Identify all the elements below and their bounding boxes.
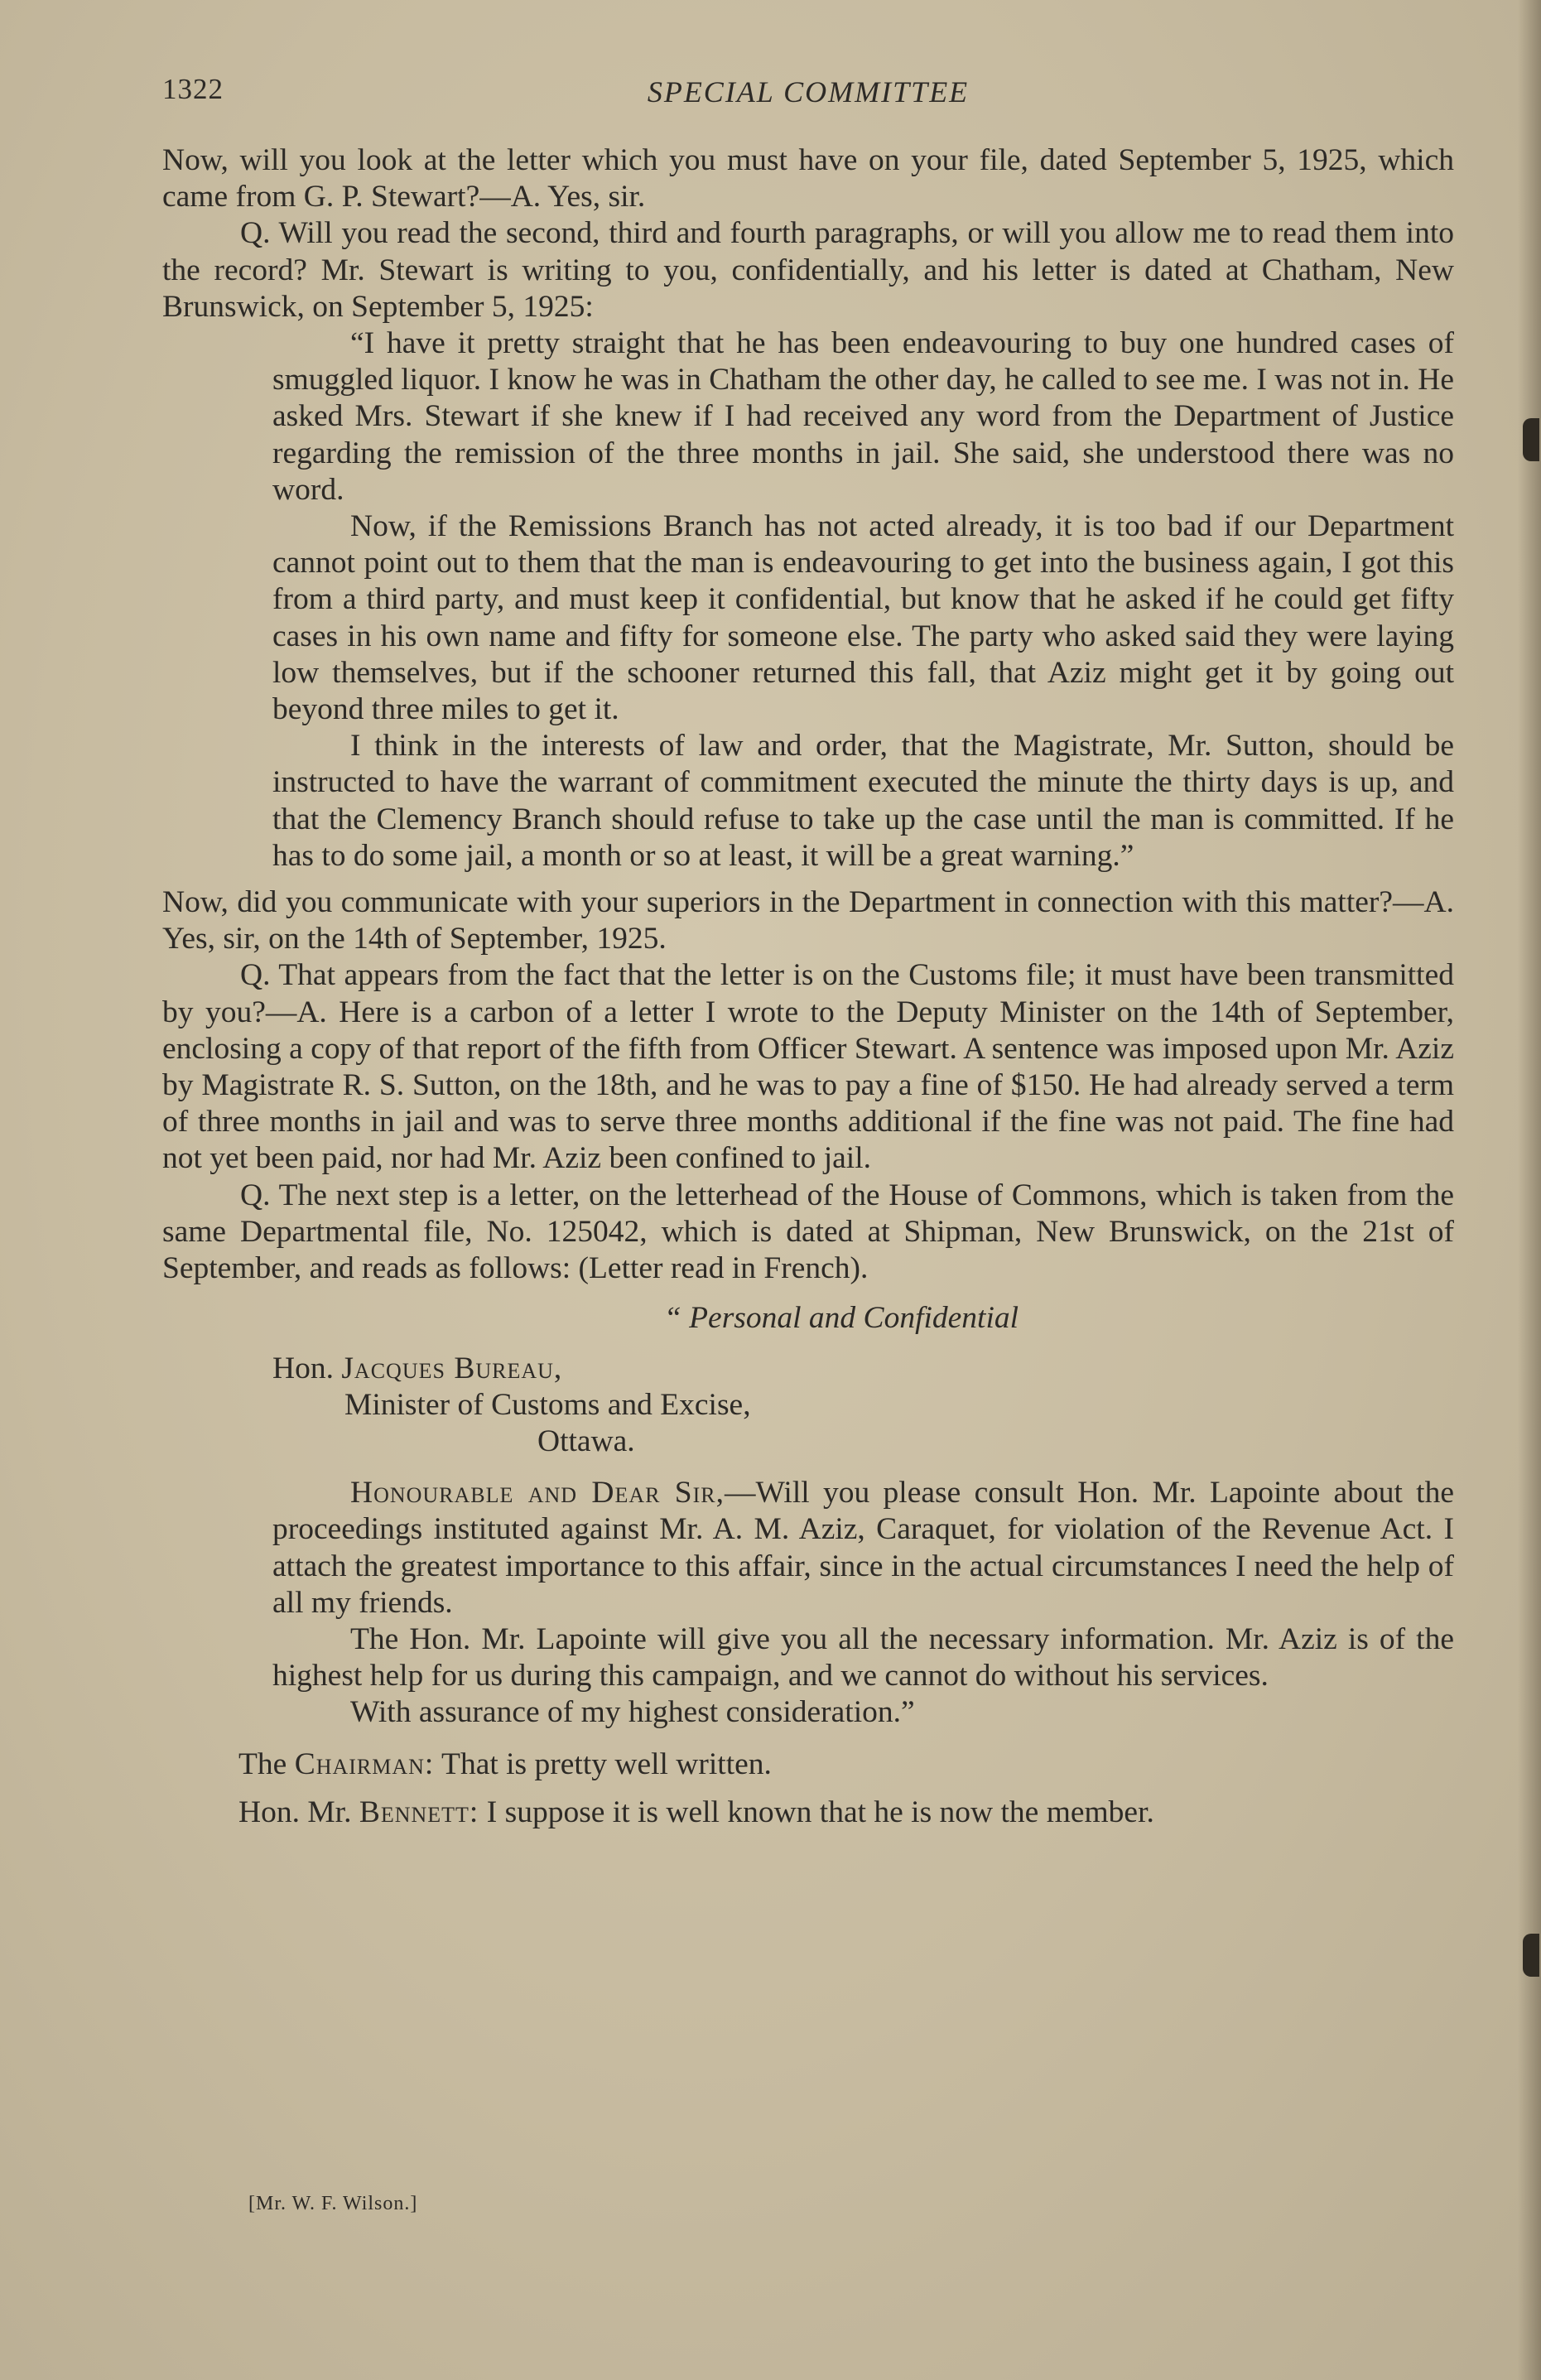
paragraph: Q. Will you read the second, third and fourth paragraphs, or will you allow me to read them into the record? Mr. Stewart is writing to you, confidentially, and his letter is dated at Chatham, New Brunswick, on September 5, 1925: — [162, 216, 1454, 324]
letter-addressee — [272, 1351, 1454, 1387]
binding-clip-mark — [1523, 1934, 1539, 1977]
addressee-title: Hon. — [272, 1351, 334, 1385]
running-title: SPECIAL COMMITTEE — [647, 75, 970, 108]
page-number: 1322 — [162, 73, 224, 105]
binding-clip-mark — [1523, 418, 1539, 461]
witness-footnote: [Mr. W. F. Wilson.] — [248, 2193, 418, 2214]
speaker-name: Bennett: — [359, 1795, 479, 1829]
speaker-line — [238, 1746, 1454, 1783]
speaker-line — [238, 1795, 1454, 1831]
speaker-text: That is pretty well written. — [441, 1746, 772, 1781]
letter-paragraph: The Hon. Mr. Lapointe will give you all the necessary information. Mr. Aziz is of the highest help for us during this campaign, and we cannot do without his services. — [272, 1621, 1454, 1693]
body-text — [162, 142, 1454, 1831]
speaker-prefix: Hon. Mr. — [238, 1795, 352, 1829]
addressee-name: Jacques Bureau, — [341, 1351, 563, 1385]
paragraph: Q. That appears from the fact that the letter is on the Customs file; it must have been transmitted by you?—A. Here is a carbon of a letter I wrote to the Deputy Minister on the 14th of September, enclosing a copy of that report of the fifth from Officer Stewart. A sentence was imposed upon Mr. Aziz by Magistrate R. S. Sutton, on the 18th, and he was to pay a fine of $150. He had already served a term of three months in jail and was to serve three months additional if the fine was not paid. The fine had not yet been paid, nor had Mr. Aziz been confined to jail. — [162, 958, 1454, 1176]
letter-text: —Will you please consult Hon. Mr. Lapointe about the proceedings instituted against Mr. A. M. Aziz, Caraquet, for violation of the Revenue Act. I attach the greatest importance to this affair, since in the actual circumstances I need the help of all my friends. — [272, 1476, 1454, 1620]
paragraph: Now, did you communicate with your superiors in the Department in connection with this matter?—A. Yes, sir, on the 14th of September, 1925. — [162, 885, 1454, 956]
salutation: Honourable and Dear Sir, — [350, 1476, 725, 1510]
letter-heading: “ Personal and Confidential — [663, 1301, 1019, 1336]
speaker-prefix: The — [238, 1746, 287, 1781]
quoted-paragraph: I think in the interests of law and order, that the Magistrate, Mr. Sutton, should be instructed to have the warrant of commitment executed the minute the thirty days is up, and that the Clemency Branch should refuse to take up the case until the man is committed. If he has to do some jail, a month or so at least, it will be a great warning.” — [272, 729, 1454, 873]
page-edge-shadow — [1518, 0, 1541, 2380]
letter-closing: With assurance of my highest consideration.” — [350, 1695, 915, 1730]
paragraph: Now, will you look at the letter which you must have on your file, dated September 5, 1925, which came from G. P. Stewart?—A. Yes, sir. — [162, 143, 1454, 214]
speaker-name: Chairman: — [294, 1746, 435, 1781]
quoted-paragraph: “I have it pretty straight that he has been endeavouring to buy one hundred cases of smuggled liquor. I know he was in Chatham the other day, he called to see me. I was not in. He asked Mrs. Stewart if she knew if I had received any word from the Department of Justice regarding the remission of the three months in jail. She said, she understood there was no word. — [272, 326, 1454, 507]
letter-paragraph — [272, 1475, 1454, 1621]
addressee-city: Ottawa. — [537, 1424, 635, 1458]
running-head — [162, 73, 1454, 114]
addressee-office: Minister of Customs and Excise, — [344, 1387, 751, 1422]
paragraph: Q. The next step is a letter, on the letterhead of the House of Commons, which is taken from the same Departmental file, No. 125042, which is dated at Shipman, New Brunswick, on the 21st of September, and reads as follows: (Letter read in French). — [162, 1178, 1454, 1286]
quoted-paragraph: Now, if the Remissions Branch has not acted already, it is too bad if our Department cannot point out to them that the man is endeavouring to get into the business again, I got this from a third party, and must keep it confidential, but know that he asked if he could get fifty cases in his own name and fifty for someone else. The party who asked said they were laying low themselves, but if the schooner returned this fall, that Aziz might get it by going out beyond three miles to get it. — [272, 509, 1454, 727]
speaker-text: I suppose it is well known that he is now the member. — [486, 1795, 1154, 1829]
